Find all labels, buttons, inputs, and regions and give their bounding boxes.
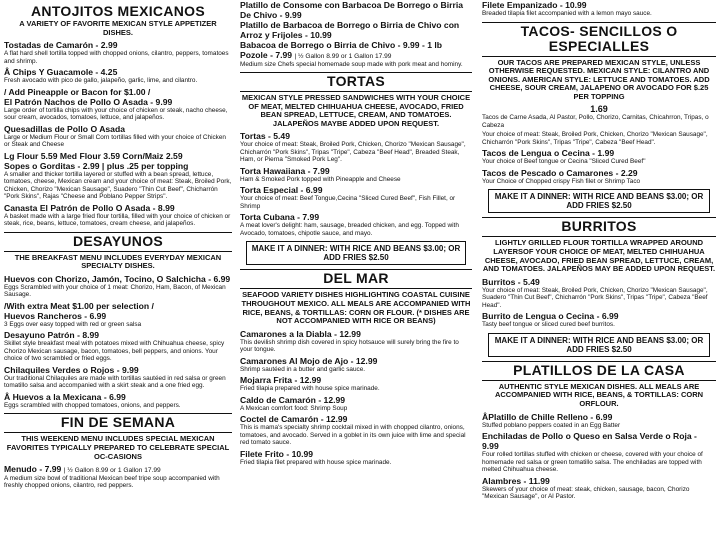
menu-item xyxy=(240,414,472,447)
item-desc: Large order of tortilla chips with your choice of chicken or steak, nacho cheese, sour cream, avocados, tomatoes, lettuce, and jalapeños. xyxy=(4,106,228,122)
menu-item xyxy=(482,476,716,501)
item-name xyxy=(4,464,232,475)
item-name: Caldo de Camarón - 12.99 xyxy=(240,394,346,405)
dinner-upgrade-box: MAKE IT A DINNER: WITH RICE AND BEANS $3.00; OR ADD FRIES $2.50 xyxy=(488,189,710,213)
item-desc: Skewers of your choice of meat: steak, chicken, sausage, bacon, Chorizo "Mexican Sausage", or Al Pastor. xyxy=(482,485,690,501)
item-desc: Skillet style breakfast meal with potatoes mixed with Chihuahua cheese, spicy Chorizo Mexican sausage, bacon, tomatoes, bell peppers, and onions. Your choice of two scrambled or fried eggs. xyxy=(4,340,225,363)
section-title-burritos: BURRITOS xyxy=(561,218,637,235)
section-desc-desayunos: THE BREAKFAST MENU INCLUDES EVERYDAY MEXICAN SPECIALTY DISHES. xyxy=(14,252,222,271)
dinner-upgrade-box: MAKE IT A DINNER: WITH RICE AND BEANS $3.00; OR ADD FRIES $2.50 xyxy=(488,333,710,357)
taco-price: 1.69 xyxy=(590,104,608,115)
item-name: Camarones a la Diabla - 12.99 xyxy=(240,328,361,339)
item-desc: Four rolled tortillas stuffed with chicken or cheese, covered with your choice of homemade red salsa or green tomatillo salsa. The enchiladas are topped with melted Chihuahua cheese. xyxy=(482,451,703,474)
item-name: Burrito de Lengua o Cecina - 6.99 xyxy=(482,311,619,322)
item-name: Canasta El Patrón de Pollo O Asada - 8.99 xyxy=(4,202,175,213)
item-desc: Our traditional Chilaquiles are made with tortillas sautéed in red salsa or green tomatillo salsa and accompanied with a skirt steak and a one fried egg. xyxy=(4,374,226,390)
menu-item xyxy=(4,365,232,390)
menu-item xyxy=(240,0,472,20)
taco-meat-choice: Your choice of meat: Steak, Broiled Pork, Chicken, Chorizo "Mexican Sausage", Chicharrón "Pork Skins", Tripas "Tripe", Cabeza "Beef Head". xyxy=(482,131,708,146)
item-name: ÂPlatillo de Chille Relleno - 6.99 xyxy=(482,411,613,422)
item-name: El Patrón Nachos de Pollo O Asada - 9.99 xyxy=(4,96,173,107)
menu-item xyxy=(240,131,472,164)
item-name: Tostadas de Camarón - 2.99 xyxy=(4,40,118,51)
item-name: / Add Pineapple or Bacon for $1.00 / xyxy=(4,86,151,97)
item-desc: Fresh avocado with pico de gallo, jalapeño, garlic, lime, and cilantro. xyxy=(4,77,198,85)
item-desc: Medium size Chefs special homemade soup made with pork meat and hominy. xyxy=(240,60,463,68)
section-desc-tacos: OUR TACOS ARE PREPARED MEXICAN STYLE, UNLESS OTHERWISE REQUESTED. MEXICAN STYLE: CILANTRO AND ONIONS. AMERICAN STYLE: LETTUCE AND TOMATOES. ADD CHEESE, SOUR CREAM, JALAPENO OR AVOCADO FOR $.25 PER TOPPING xyxy=(488,57,710,101)
menu-item xyxy=(482,311,716,329)
item-desc: A flat hard shell tortilla topped with chopped onions, cilantro, peppers, tomatoes and shrimp. xyxy=(4,50,229,65)
menu-item xyxy=(240,449,472,467)
item-name: Quesadillas de Pollo O Asada xyxy=(4,123,125,134)
item-name: Coctel de Camarón - 12.99 xyxy=(240,414,348,425)
section-band-burritos xyxy=(482,217,716,237)
menu-item xyxy=(4,274,232,299)
item-desc: Eggs scrambled with chopped tomatoes, onions, and peppers. xyxy=(4,401,181,409)
pozole-sizes: | ½ Gallon 8.99 or 1 Gallon 17.99 xyxy=(294,53,392,60)
item-name: Filete Frito - 10.99 xyxy=(240,448,314,459)
section-desc-tortas: MEXICAN STYLE PRESSED SANDWICHES WITH YOUR CHOICE OF MEAT, MELTED CHIHUAHUA CHEESE, AVOCADO, FRIED BEAN SPREAD, LETTUCE, CREAM, AND TOMATOES. JALAPEÑOS MAYBE ADDED UPON REQUEST. xyxy=(241,93,471,128)
item-name: Tortas - 5.49 xyxy=(240,131,290,142)
menu-item xyxy=(240,356,472,374)
item-desc: Shrimp sautéed in a butter and garlic sauce. xyxy=(240,365,366,373)
pozole-name: Pozole - 7.99 xyxy=(240,50,293,60)
item-name: Torta Cubana - 7.99 xyxy=(240,212,320,223)
section-band-tacos xyxy=(482,22,716,57)
menu-item xyxy=(4,87,232,97)
menudo-sizes: | ½ Gallon 8.99 or 1 Gallon 17.99 xyxy=(63,467,161,475)
item-name: Desayuno Patrón - 8.99 xyxy=(4,330,100,341)
item-desc: A basket made with a large fried flour tortilla, filled with your choice of chicken or steak, rice, beans, lettuce, tomatoes, cream cheese, and jalapeños. xyxy=(4,212,231,228)
menu-item xyxy=(4,464,232,490)
menu-item xyxy=(4,67,232,85)
menu-item xyxy=(4,40,232,65)
menudo-name: Menudo - 7.99 xyxy=(4,464,62,475)
item-name: /With extra Meat $1.00 per selection / xyxy=(4,300,154,311)
section-desc-fin-de-semana: THIS WEEKEND MENU INCLUDES SPECIAL MEXICAN FAVORITES TYPICALLY PREPARED TO CELEBRATE SPECIAL OC-CASIONS xyxy=(6,434,230,461)
section-band-del-mar xyxy=(240,269,472,289)
item-desc: Stuffed poblano peppers coated in an Egg Batter xyxy=(482,421,621,429)
menu-item xyxy=(240,395,472,413)
section-desc-del-mar: SEAFOOD VARIETY DISHES HIGHLIGHTING COASTAL CUISINE THROUGHOUT MEXICO. ALL MEALS ARE ACCOMPANIED WITH RICE, BEANS, & TORTILLAS: CORN OR FLOUR. (* DISHES ARE NOT ACCOMPANIED WITH RICE OR BEANS) xyxy=(241,290,471,326)
item-name: Burritos - 5.49 xyxy=(482,276,540,287)
menu-item xyxy=(482,168,716,186)
menu-item xyxy=(482,277,716,310)
item-desc: This is mama's specialty shrimp cocktail mixed in with chopped cilantro, onions, tomatoes, and avocado. Served in a goblet in its own juice with lime and special red tomato sauce. xyxy=(240,424,466,447)
item-name: Platillo de Barbacoa de Borrego o Birria de Chivo con Arroz y Frijoles - 10.99 xyxy=(240,20,460,40)
section-desc-antojitos: A VARIETY OF FAVORITE MEXICAN STYLE APPETIZER DISHES. xyxy=(19,19,217,37)
menu-item xyxy=(4,203,232,228)
item-name: Â Huevos a la Mexicana - 6.99 xyxy=(4,391,126,402)
menu-item xyxy=(482,431,716,474)
item-name: Babacoa de Borrego o Birria de Chivo - 9.99 - 1 lb xyxy=(240,40,443,50)
item-name: Tacos de Pescado o Camarones - 2.29 xyxy=(482,167,638,178)
menu-item xyxy=(240,185,472,210)
menu-item xyxy=(4,392,232,410)
item-name xyxy=(240,50,472,61)
item-desc: Eggs Scrambled with your choice of 1 meat: Chorizo, Ham, Bacon, of Mexican Sausage. xyxy=(4,283,226,299)
section-desc-burritos: LIGHTLY GRILLED FLOUR TORTILLA WRAPPED AROUND LAYERSOF YOUR CHOICE OF MEAT, MELTED CHIHUAHUA CHEESE, AVOCADO, FRIED BEAN SPREAD, LETTUCE, CREAM, AND TOMATOES. JALAPEÑOS MAY BE ADDED UPON REQUEST. xyxy=(482,238,716,274)
item-desc: Ham & Smoked Pork topped with Pineapple and Cheese xyxy=(240,175,401,183)
item-name: Sopes o Gorditas - 2.99 | plus .25 per topping xyxy=(4,160,189,171)
item-desc: This devilish shrimp dish covered in spicy hotsauce will surely bring the fire to your tongue. xyxy=(240,338,459,354)
menu-item xyxy=(4,151,232,161)
menu-item xyxy=(4,311,232,329)
taco-varieties: Tacos de Carne Asada, Al Pastor, Pollo, Chorizo, Carnitas, Chicahrron, Tripas, o Cabeza xyxy=(482,114,709,129)
item-desc: A medium size bowl of traditional Mexican beef tripe soup accompanied with freshly chopped onions, cilantro, red peppers. xyxy=(4,474,220,490)
item-name: Â Chips Y Guacamole - 4.25 xyxy=(4,67,118,78)
section-band-fin-de-semana xyxy=(4,413,232,433)
menu-item xyxy=(240,20,472,40)
item-desc: 3 Eggs over easy topped with red or green salsa xyxy=(4,320,142,328)
item-name: Mojarra Frita - 12.99 xyxy=(240,375,322,386)
item-name: Alambres - 11.99 xyxy=(482,475,550,486)
section-desc-platillos: AUTHENTIC STYLE MEXICAN DISHES. ALL MEALS ARE ACCOMPANIED WITH RICE, BEANS, & TORTILLAS: CORN ORFLOUR. xyxy=(494,381,704,409)
section-title-platillos: PLATILLOS DE LA CASA xyxy=(513,361,685,378)
item-name: Torta Especial - 6.99 xyxy=(240,185,323,196)
menu-column-3 xyxy=(482,0,716,503)
section-band-desayunos xyxy=(4,232,232,252)
menu-item xyxy=(4,161,232,201)
item-name: Tacos de Lengua o Cecina - 1.99 xyxy=(482,148,615,159)
menu-item xyxy=(4,124,232,149)
menu-item xyxy=(4,301,232,311)
menu-item xyxy=(240,40,472,50)
menu-item xyxy=(240,329,472,354)
item-desc: A smaller and thicker tortilla layered or stuffed with a bean spread, lettuce, tomatoes, cheese, Mexican cream and your choice of meat: Steak, Broiled Pork, Chicken, Chorizo "Mexican Sausage", Suadero "Thin Cut Beef", Chicharrón "Pork Skins", Rajas "Cheese and Poblano Pepper Strips". xyxy=(4,170,232,201)
menu-item xyxy=(4,330,232,363)
item-name: Chilaquiles Verdes o Rojos - 9.99 xyxy=(4,364,139,375)
menu-column-2 xyxy=(240,0,472,468)
item-desc: A meat lover's delight: ham, sausage, breaded chicken, and egg. Topped with Avocado, tomatoes, chipotle sauce, and mayo. xyxy=(240,222,459,237)
item-desc: Tasty beef tongue or sliced cured beef burritos. xyxy=(482,321,615,329)
item-desc: Your choice of Beef tongue or Cecina "Sliced Cured Beef" xyxy=(482,158,646,166)
item-desc: A Mexican comfort food: Shrimp Soup xyxy=(240,404,348,412)
section-title-tacos: TACOS- SENCILLOS O ESPECIALLES xyxy=(520,22,678,54)
menu-item xyxy=(482,0,716,18)
section-band-platillos xyxy=(482,361,716,381)
section-title-desayunos: DESAYUNOS xyxy=(72,232,164,249)
section-title-fin-de-semana: FIN DE SEMANA xyxy=(60,414,176,431)
item-name: Enchiladas de Pollo o Queso en Salsa Verde o Roja - 9.99 xyxy=(482,431,697,452)
item-desc: Fried tilapia filet prepared with house spice marinade. xyxy=(240,458,392,466)
menu-item xyxy=(240,375,472,393)
item-name: Torta Hawaiiana - 7.99 xyxy=(240,165,330,176)
section-title-antojitos: ANTOJITOS MEXICANOS xyxy=(31,4,205,19)
menu-item xyxy=(240,50,472,68)
menu-item xyxy=(482,148,716,166)
menu-column-1 xyxy=(4,4,232,492)
item-desc: Your choice of meat: Beef Tongue,Cecina "Sliced Cured Beef", Fish Fillet, or Shrimp xyxy=(240,195,456,210)
menu-item xyxy=(482,412,716,430)
item-desc: Your Choice of Chopped crispy Fish filet or Shrimp Taco xyxy=(482,177,641,185)
item-name: Huevos Rancheros - 6.99 xyxy=(4,310,107,321)
item-name: Platillo de Consome con Barbacoa De Borrego o Birria De Chivo - 9.99 xyxy=(240,0,464,20)
section-title-del-mar: DEL MAR xyxy=(323,270,389,287)
menu-item xyxy=(240,166,472,184)
section-band-tortas xyxy=(240,72,472,92)
menu-item xyxy=(240,212,472,237)
item-desc: Large or Medium Flour or Small Corn tortillas filled with your choice of Chicken or Steak and Cheese xyxy=(4,133,226,149)
dinner-upgrade-box: MAKE IT A DINNER: WITH RICE AND BEANS $3.00; OR ADD FRIES $2.50 xyxy=(246,241,466,265)
item-desc: Fried tilapia prepared with house spice marinade. xyxy=(240,385,380,393)
section-title-tortas: TORTAS xyxy=(326,73,386,90)
item-desc: Your choice of meat: Steak, Broiled Pork, Chicken, Chorizo "Mexican Sausage", Chicharrón "Pork Skins", Tripas "Tripe", Cabeza "Beef Head", Breaded Steak, Ham, or Pierna "Smoked Pork Leg". xyxy=(240,141,466,164)
menu-item xyxy=(4,97,232,122)
item-desc: Breaded tilapia filet accompanied with a lemon mayo sauce. xyxy=(482,10,652,17)
item-name: Huevos con Chorizo, Jamón, Tocino, O Salchicha - 6.99 xyxy=(4,273,231,284)
item-name: Lg Flour 5.59 Med Flour 3.59 Corn/Maiz 2.59 xyxy=(4,150,183,161)
item-name: Camarones Al Mojo de Ajo - 12.99 xyxy=(240,355,378,366)
item-name: Filete Empanizado - 10.99 xyxy=(482,0,587,10)
item-desc: Your choice of meat: Steak, Broiled Pork, Chicken, Chorizo "Mexican Sausage", Suadero "Thin Cut Beef", Chicharrón "Pork Skins", Tripas "Tripe", Cabeza "Beef Head". xyxy=(482,286,708,309)
